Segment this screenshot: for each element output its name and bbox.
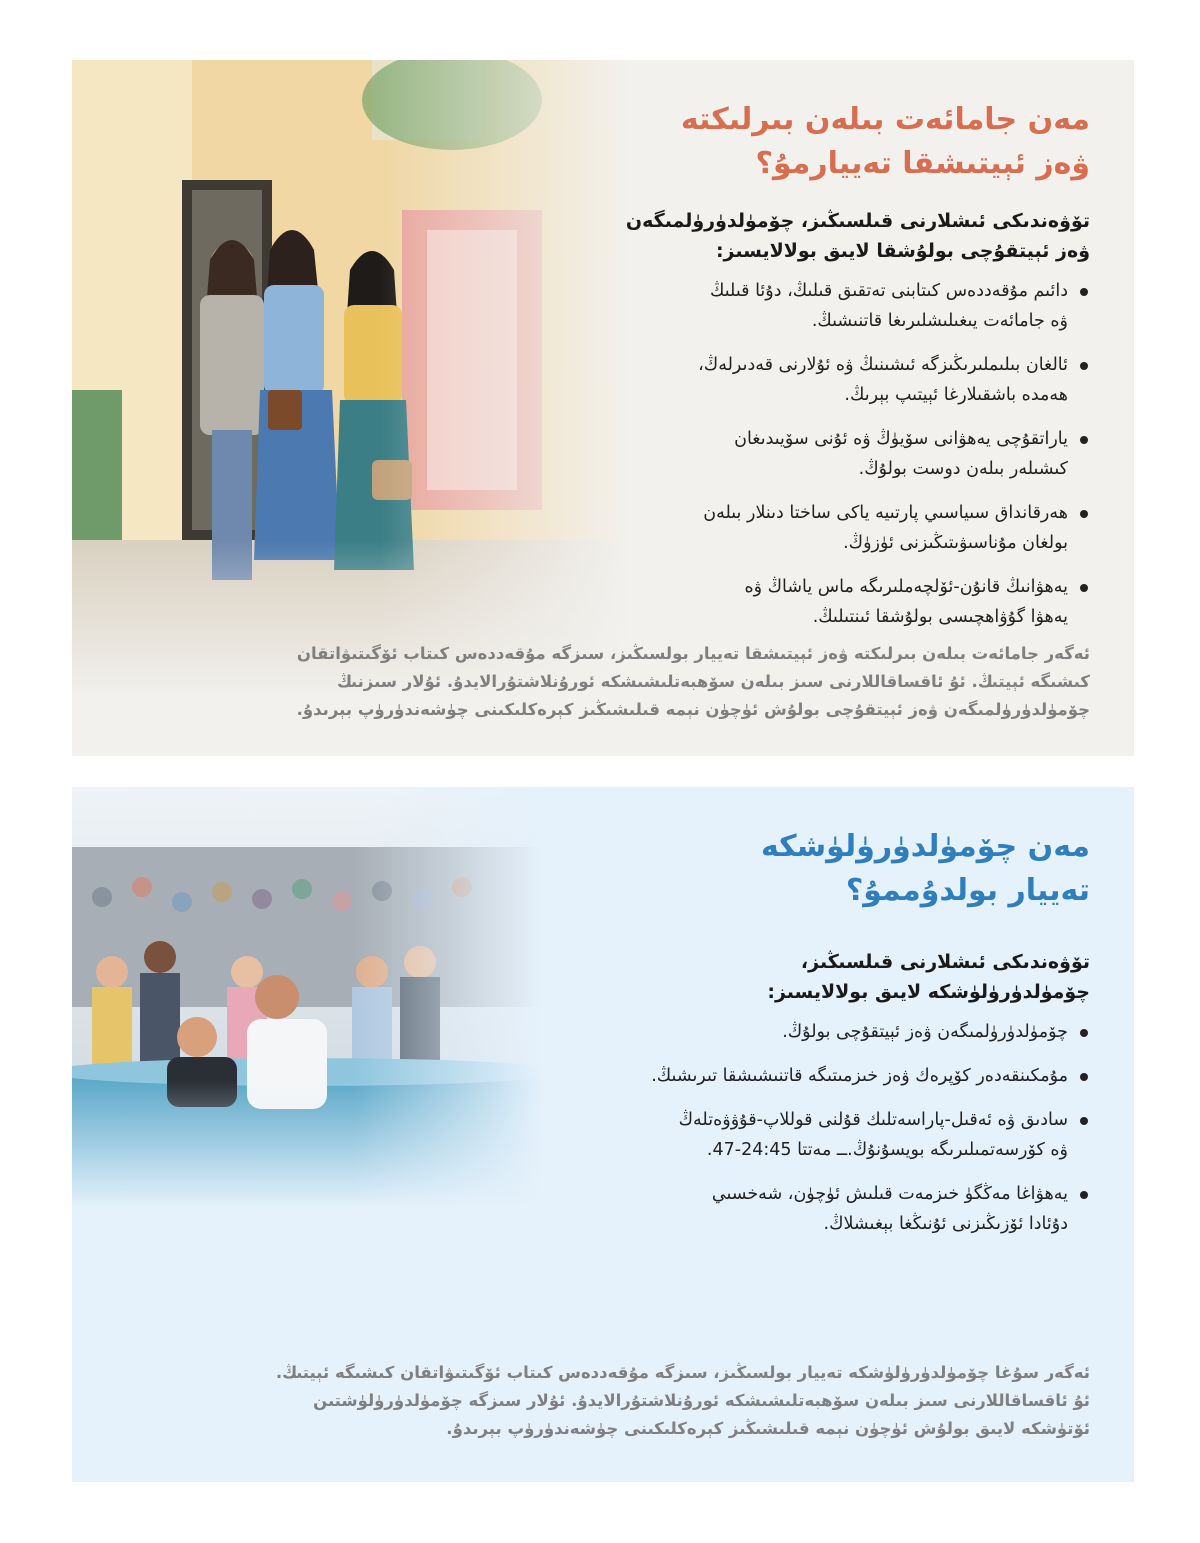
footer-line: ئەگەر سۇغا چۆمۈلدۈرۈلۈشكە تەييار بولسىڭىز، سىزگە مۇقەددەس كىتاب ئۆگىتىۋاتقان كىشىگە ئېيتىڭ.: [275, 1363, 1090, 1382]
title-line: مەن چۆمۈلدۈرۈلۈشكە: [760, 829, 1090, 864]
publisher-section: [72, 60, 1134, 756]
intro-line: چۆمۈلدۈرۈلۈشكە لايىق بولالايسىز:: [767, 981, 1090, 1003]
list-item-line: يەھۋاغا مەڭگۈ خىزمەت قىلىش ئۈچۈن، شەخسىي: [711, 1184, 1068, 1204]
list-item: [530, 276, 1090, 336]
footer-line: چۆمۈلدۈرۈلمىگەن ۋەز ئېيتقۇچى بولۇش ئۈچۈن نېمە قىلىشىڭىز كېرەكلىكىنى چۈشەندۈرۈپ بېرىدۇ.: [296, 700, 1090, 719]
requirements-list: [530, 1017, 1090, 1239]
section-intro: [530, 206, 1090, 266]
title-line: تەييار بولدۇممۇ؟: [845, 873, 1090, 908]
list-item-line: دائىم مۇقەددەس كىتابنى تەتقىق قىلىڭ، دۇئا قىلىڭ: [710, 281, 1068, 301]
section-footer-note: [150, 640, 1090, 724]
list-item-line: يەھۋانىڭ قانۇن-ئۆلچەملىرىگە ماس ياشاڭ ۋە: [744, 577, 1068, 597]
section-footer-note: [150, 1359, 1090, 1443]
list-item-line: ئالغان بىلىملىرىڭىزگە ئىشىنىڭ ۋە ئۇلارنى قەدىرلەڭ،: [698, 355, 1068, 375]
footer-line: ئەگەر جامائەت بىلەن بىرلىكتە ۋەز ئېيتىشقا تەييار بولسىڭىز، سىزگە مۇقەددەس كىتاب ئۆگىتىۋاتقان: [296, 644, 1090, 663]
list-item-line: يەھۋا گۇۋاھچىسى بولۇشقا ئىنتىلىڭ.: [812, 607, 1068, 627]
baptism-illustration: [72, 787, 542, 1207]
list-item-line: ياراتقۇچى يەھۋانى سۆيۈڭ ۋە ئۇنى سۆيىدىغان: [734, 429, 1068, 449]
requirements-list: [530, 276, 1090, 632]
list-item-line: ھەرقانداق سىياسىي پارتىيە ياكى ساختا دىنلار بىلەن: [703, 503, 1068, 523]
section-intro: [530, 947, 1090, 1007]
list-item-line: مۇمكىنقەدەر كۆپرەك ۋەز خىزمىتىگە قاتنىشىشقا تىرىشىڭ.: [651, 1066, 1068, 1086]
footer-line: ئۆتۈشكە لايىق بولۇش ئۈچۈن نېمە قىلىشىڭىز كېرەكلىكىنى چۈشەندۈرۈپ بېرىدۇ.: [446, 1419, 1090, 1438]
footer-line: كىشىگە ئېيتىڭ. ئۇ ئاقساقاللارنى سىز بىلەن سۆھبەتلىشىشكە ئورۇنلاشتۇرالايدۇ. ئۇلار سىزنىڭ: [336, 672, 1090, 691]
list-item-line: كىشىلەر بىلەن دوست بولۇڭ.: [858, 459, 1068, 479]
intro-line: تۆۋەندىكى ئىشلارنى قىلسىڭىز، چۆمۈلدۈرۈلمىگەن: [625, 210, 1090, 232]
list-item: [530, 1061, 1090, 1091]
list-item: [530, 498, 1090, 558]
list-item: [530, 350, 1090, 410]
title-line: مەن جامائەت بىلەن بىرلىكتە: [680, 102, 1090, 137]
list-item-line: ھەمدە باشقىلارغا ئېيتىپ بېرىڭ.: [844, 385, 1068, 405]
list-item-line: بولغان مۇناسىۋىتىڭىزنى ئۈزۈڭ.: [843, 533, 1068, 553]
list-item: [530, 1105, 1090, 1165]
title-line: ۋەز ئېيتىشقا تەييارمۇ؟: [755, 146, 1090, 181]
list-item: [530, 424, 1090, 484]
list-item: [530, 572, 1090, 632]
list-item-line: دۇئادا ئۆزىڭىزنى ئۇنىڭغا بېغىشلاڭ.: [823, 1214, 1068, 1234]
list-item-line: ۋە جامائەت يىغىلىشلىرىغا قاتنىشىڭ.: [811, 311, 1068, 331]
list-item: [530, 1179, 1090, 1239]
section-title: [530, 98, 1090, 186]
intro-line: تۆۋەندىكى ئىشلارنى قىلسىڭىز،: [800, 951, 1090, 973]
section-title: [530, 825, 1090, 913]
list-item-line: چۆمۈلدۈرۈلمىگەن ۋەز ئېيتقۇچى بولۇڭ.: [782, 1022, 1068, 1042]
list-item: [530, 1017, 1090, 1047]
footer-line: ئۇ ئاقساقاللارنى سىز بىلەن سۆھبەتلىشىشكە ئورۇنلاشتۇرالايدۇ. ئۇلار سىزگە چۆمۈلدۈرۈلۈشتىن: [313, 1391, 1090, 1410]
list-item-line: ۋە كۆرسەتمىلىرىگە بويسۇنۇڭ.ــ مەتتا 24:45-47.: [706, 1140, 1068, 1160]
baptism-section: [72, 787, 1134, 1482]
list-item-line: سادىق ۋە ئەقىل-پاراسەتلىك قۇلنى قوللاپ-قۇۋۋەتلەڭ: [678, 1110, 1068, 1130]
intro-line: ۋەز ئېيتقۇچى بولۇشقا لايىق بولالايسىز:: [715, 240, 1090, 262]
